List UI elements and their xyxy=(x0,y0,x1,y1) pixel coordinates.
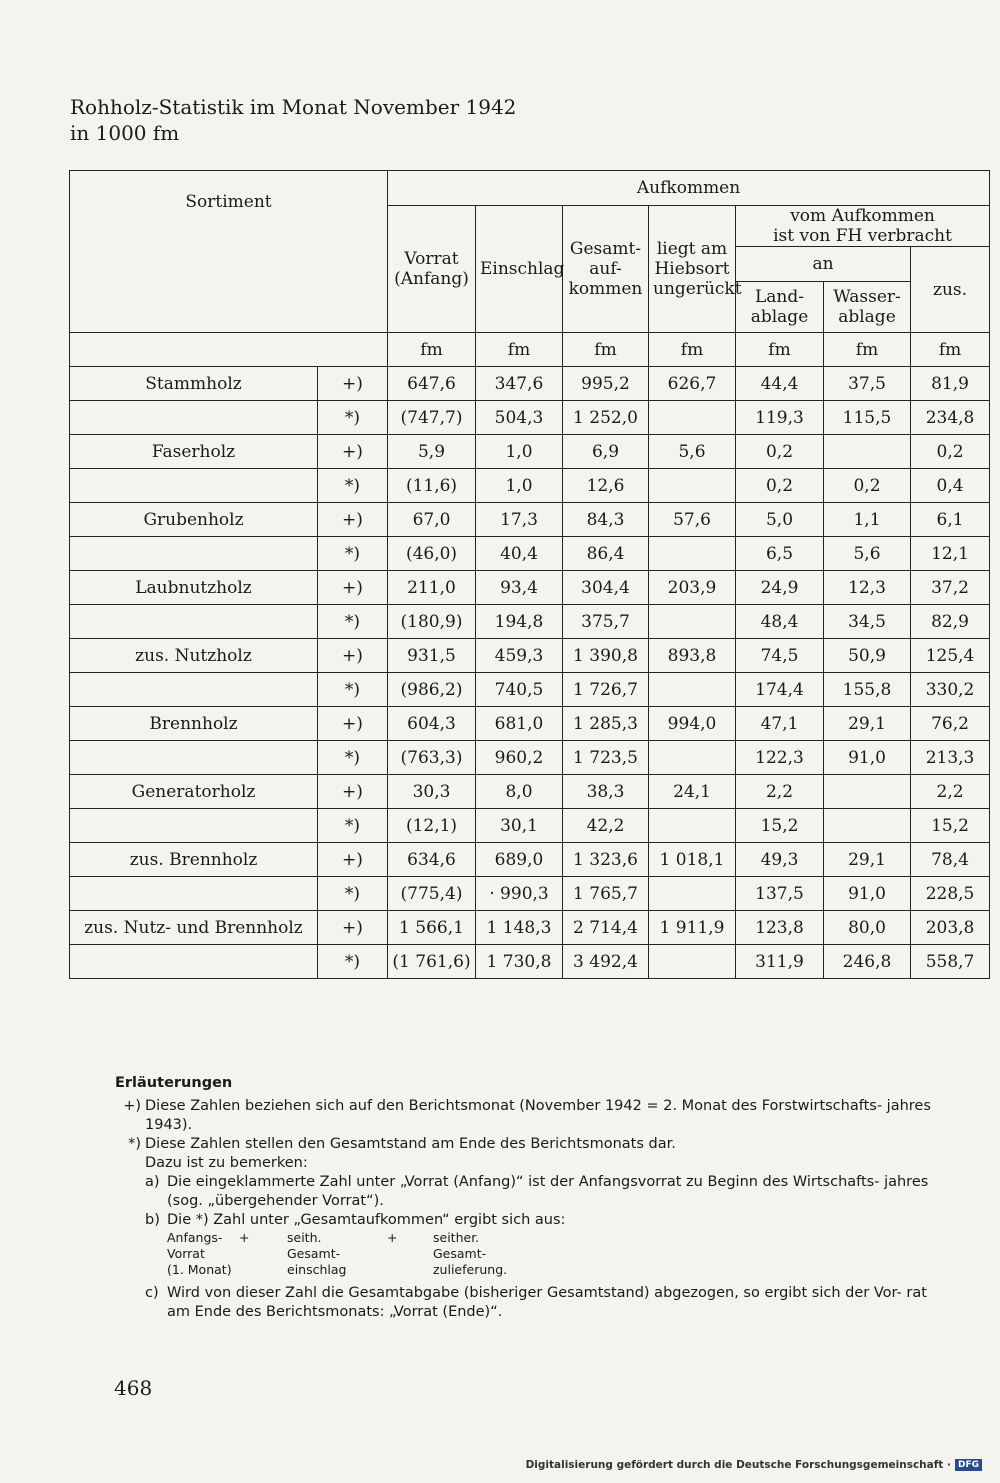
cell-wa: 246,8 xyxy=(824,945,911,979)
cell-z: 203,8 xyxy=(911,911,990,945)
header-gesamtaufkommen: Gesamt- auf- kommen xyxy=(563,206,649,333)
statistics-table xyxy=(69,170,990,979)
table-row xyxy=(70,503,990,537)
cell-l: 5,6 xyxy=(649,435,736,469)
note-b-text: Die *) Zahl unter „Gesamtaufkommen“ ergibt sich aus: xyxy=(167,1212,566,1228)
unit-row xyxy=(70,333,990,367)
table-row xyxy=(70,809,990,843)
cell-g: 38,3 xyxy=(563,775,649,809)
cell-wa: 0,2 xyxy=(824,469,911,503)
table-row xyxy=(70,673,990,707)
cell-la: 15,2 xyxy=(736,809,824,843)
cell-e: 689,0 xyxy=(476,843,563,877)
cell-e: 504,3 xyxy=(476,401,563,435)
formula-text: Vorrat xyxy=(167,1246,205,1261)
row-marker: +) xyxy=(318,571,388,605)
cell-g: 1 726,7 xyxy=(563,673,649,707)
cell-v: 604,3 xyxy=(388,707,476,741)
cell-e: 40,4 xyxy=(476,537,563,571)
row-sortiment: zus. Brennholz xyxy=(70,843,318,877)
cell-g: 2 714,4 xyxy=(563,911,649,945)
row-marker: +) xyxy=(318,639,388,673)
table-row xyxy=(70,537,990,571)
formula-plus-2: + xyxy=(387,1230,398,1245)
cell-g: 1 390,8 xyxy=(563,639,649,673)
cell-z: 0,2 xyxy=(911,435,990,469)
cell-wa: 5,6 xyxy=(824,537,911,571)
cell-la: 0,2 xyxy=(736,435,824,469)
row-sortiment xyxy=(70,537,318,571)
formula-text: seith. xyxy=(287,1230,322,1245)
row-sortiment xyxy=(70,401,318,435)
row-marker: *) xyxy=(318,469,388,503)
formula-text: zulieferung. xyxy=(433,1262,508,1277)
row-sortiment: Brennholz xyxy=(70,707,318,741)
table-row xyxy=(70,877,990,911)
formula-text: (1. Monat) xyxy=(167,1262,232,1277)
table-row xyxy=(70,775,990,809)
cell-e: 1 148,3 xyxy=(476,911,563,945)
cell-la: 122,3 xyxy=(736,741,824,775)
header-sortiment: Sortiment xyxy=(70,171,388,333)
cell-g: 3 492,4 xyxy=(563,945,649,979)
cell-v: 647,6 xyxy=(388,367,476,401)
note-a xyxy=(115,1173,935,1192)
cell-z: 37,2 xyxy=(911,571,990,605)
note-star-label: *) xyxy=(128,1136,141,1152)
cell-v: 634,6 xyxy=(388,843,476,877)
row-marker: *) xyxy=(318,673,388,707)
row-sortiment: Laubnutzholz xyxy=(70,571,318,605)
cell-g: 86,4 xyxy=(563,537,649,571)
page-number: 468 xyxy=(114,1376,153,1400)
cell-l xyxy=(649,469,736,503)
cell-v: 1 566,1 xyxy=(388,911,476,945)
cell-l xyxy=(649,809,736,843)
cell-v: (747,7) xyxy=(388,401,476,435)
header-zus: zus. xyxy=(911,247,990,333)
formula-term-3 xyxy=(433,1230,507,1278)
table-row xyxy=(70,435,990,469)
cell-l: 24,1 xyxy=(649,775,736,809)
row-sortiment xyxy=(70,809,318,843)
cell-v: (763,3) xyxy=(388,741,476,775)
note-dazu: Dazu ist zu bemerken: xyxy=(145,1155,308,1171)
cell-g: 995,2 xyxy=(563,367,649,401)
row-marker: *) xyxy=(318,741,388,775)
row-sortiment xyxy=(70,469,318,503)
cell-e: 960,2 xyxy=(476,741,563,775)
cell-v: 30,3 xyxy=(388,775,476,809)
cell-v: (775,4) xyxy=(388,877,476,911)
table-row xyxy=(70,401,990,435)
cell-l xyxy=(649,673,736,707)
note-c xyxy=(115,1284,935,1322)
cell-z: 15,2 xyxy=(911,809,990,843)
cell-z: 6,1 xyxy=(911,503,990,537)
cell-z: 213,3 xyxy=(911,741,990,775)
cell-la: 6,5 xyxy=(736,537,824,571)
cell-l xyxy=(649,605,736,639)
cell-e: · 990,3 xyxy=(476,877,563,911)
explanations-heading: Erläuterungen xyxy=(115,1075,233,1091)
cell-v: (12,1) xyxy=(388,809,476,843)
row-marker: *) xyxy=(318,401,388,435)
cell-l xyxy=(649,741,736,775)
formula-text: einschlag xyxy=(287,1262,347,1277)
cell-z: 82,9 xyxy=(911,605,990,639)
table-row xyxy=(70,707,990,741)
note-a-text: Die eingeklammerte Zahl unter „Vorrat (Anfang)“ ist der Anfangsvorrat zu Beginn des Wirtschafts- jahres xyxy=(167,1174,929,1190)
cell-la: 48,4 xyxy=(736,605,824,639)
header-vom-aufkommen xyxy=(736,206,990,247)
formula-term-1 xyxy=(167,1230,232,1278)
note-plus-text: Diese Zahlen beziehen sich auf den Berichtsmonat (November 1942 = 2. Monat des Forstwirtschafts- jahres 1943). xyxy=(145,1098,931,1133)
cell-l xyxy=(649,877,736,911)
unit-cell: fm xyxy=(476,333,563,367)
formula xyxy=(167,1230,935,1284)
row-marker: +) xyxy=(318,503,388,537)
table-row xyxy=(70,571,990,605)
formula-text: seither. xyxy=(433,1230,480,1245)
table-row xyxy=(70,843,990,877)
unit-cell: fm xyxy=(911,333,990,367)
row-marker: *) xyxy=(318,605,388,639)
cell-g: 1 252,0 xyxy=(563,401,649,435)
cell-e: 194,8 xyxy=(476,605,563,639)
header-einschlag: Einschlag xyxy=(476,206,563,333)
cell-g: 1 323,6 xyxy=(563,843,649,877)
cell-z: 81,9 xyxy=(911,367,990,401)
header-liegt-am-hiebsort: liegt am Hiebsort ungerückt xyxy=(649,206,736,333)
cell-z: 0,4 xyxy=(911,469,990,503)
cell-wa: 29,1 xyxy=(824,707,911,741)
cell-e: 17,3 xyxy=(476,503,563,537)
header-vom-aufkommen-label: vom Aufkommen xyxy=(790,206,935,226)
cell-e: 30,1 xyxy=(476,809,563,843)
cell-e: 347,6 xyxy=(476,367,563,401)
cell-la: 74,5 xyxy=(736,639,824,673)
cell-g: 12,6 xyxy=(563,469,649,503)
cell-z: 12,1 xyxy=(911,537,990,571)
header-landablage: Land- ablage xyxy=(736,282,824,333)
cell-la: 119,3 xyxy=(736,401,824,435)
cell-g: 375,7 xyxy=(563,605,649,639)
cell-l xyxy=(649,537,736,571)
cell-l: 893,8 xyxy=(649,639,736,673)
row-marker: *) xyxy=(318,809,388,843)
cell-z: 330,2 xyxy=(911,673,990,707)
cell-l xyxy=(649,401,736,435)
cell-wa: 80,0 xyxy=(824,911,911,945)
table-row xyxy=(70,911,990,945)
dfg-logo: DFG xyxy=(955,1459,982,1471)
cell-la: 5,0 xyxy=(736,503,824,537)
cell-g: 1 285,3 xyxy=(563,707,649,741)
unit-cell: fm xyxy=(563,333,649,367)
cell-v: (11,6) xyxy=(388,469,476,503)
table-row xyxy=(70,469,990,503)
row-sortiment: Grubenholz xyxy=(70,503,318,537)
formula-plus-1: + xyxy=(239,1230,250,1245)
cell-e: 8,0 xyxy=(476,775,563,809)
note-b xyxy=(115,1211,935,1230)
page-title xyxy=(70,94,516,146)
row-marker: +) xyxy=(318,775,388,809)
row-sortiment: zus. Nutzholz xyxy=(70,639,318,673)
note-b-label: b) xyxy=(145,1212,160,1228)
row-sortiment: Generatorholz xyxy=(70,775,318,809)
title-line-2: in 1000 fm xyxy=(70,121,180,145)
formula-text: Gesamt- xyxy=(433,1246,487,1261)
cell-wa: 155,8 xyxy=(824,673,911,707)
cell-g: 304,4 xyxy=(563,571,649,605)
cell-wa xyxy=(824,809,911,843)
cell-g: 42,2 xyxy=(563,809,649,843)
row-marker: +) xyxy=(318,843,388,877)
cell-la: 2,2 xyxy=(736,775,824,809)
row-sortiment: Stammholz xyxy=(70,367,318,401)
cell-g: 1 723,5 xyxy=(563,741,649,775)
footer-text: Digitalisierung gefördert durch die Deutsche Forschungsgemeinschaft · xyxy=(525,1459,951,1471)
cell-v: (180,9) xyxy=(388,605,476,639)
cell-l: 994,0 xyxy=(649,707,736,741)
cell-l: 1 018,1 xyxy=(649,843,736,877)
cell-v: 211,0 xyxy=(388,571,476,605)
row-sortiment xyxy=(70,741,318,775)
cell-la: 137,5 xyxy=(736,877,824,911)
row-sortiment: zus. Nutz- und Brennholz xyxy=(70,911,318,945)
cell-e: 1 730,8 xyxy=(476,945,563,979)
row-sortiment: Faserholz xyxy=(70,435,318,469)
cell-v: 67,0 xyxy=(388,503,476,537)
row-marker: *) xyxy=(318,877,388,911)
header-ist-von-fh: ist von FH verbracht xyxy=(773,226,952,246)
note-plus xyxy=(115,1097,935,1135)
cell-z: 228,5 xyxy=(911,877,990,911)
row-sortiment xyxy=(70,673,318,707)
unit-blank xyxy=(70,333,388,367)
explanations xyxy=(115,1074,935,1322)
cell-la: 123,8 xyxy=(736,911,824,945)
row-marker: +) xyxy=(318,911,388,945)
cell-e: 740,5 xyxy=(476,673,563,707)
note-plus-label: +) xyxy=(123,1098,141,1114)
cell-la: 174,4 xyxy=(736,673,824,707)
note-c-text: Wird von dieser Zahl die Gesamtabgabe (bisheriger Gesamtstand) abgezogen, so ergibt sich der Vor- rat am Ende des Berichtsmonats: „Vorrat (Ende)“. xyxy=(167,1285,927,1320)
cell-e: 681,0 xyxy=(476,707,563,741)
row-marker: +) xyxy=(318,707,388,741)
cell-l: 203,9 xyxy=(649,571,736,605)
cell-z: 234,8 xyxy=(911,401,990,435)
cell-v: (46,0) xyxy=(388,537,476,571)
header-an: an xyxy=(736,247,911,282)
cell-la: 311,9 xyxy=(736,945,824,979)
title-line-1: Rohholz-Statistik im Monat November 1942 xyxy=(70,95,517,119)
header-wasserablage: Wasser- ablage xyxy=(824,282,911,333)
cell-z: 558,7 xyxy=(911,945,990,979)
header-aufkommen: Aufkommen xyxy=(388,171,990,206)
cell-la: 0,2 xyxy=(736,469,824,503)
row-sortiment xyxy=(70,605,318,639)
cell-v: (1 761,6) xyxy=(388,945,476,979)
cell-wa: 1,1 xyxy=(824,503,911,537)
row-marker: +) xyxy=(318,435,388,469)
cell-l xyxy=(649,945,736,979)
note-a-2: (sog. „übergehender Vorrat“). xyxy=(167,1193,384,1209)
row-marker: *) xyxy=(318,537,388,571)
formula-term-2 xyxy=(287,1230,346,1278)
cell-v: 931,5 xyxy=(388,639,476,673)
cell-z: 125,4 xyxy=(911,639,990,673)
cell-e: 1,0 xyxy=(476,435,563,469)
cell-l: 1 911,9 xyxy=(649,911,736,945)
row-sortiment xyxy=(70,945,318,979)
table-row xyxy=(70,741,990,775)
cell-la: 44,4 xyxy=(736,367,824,401)
cell-wa: 34,5 xyxy=(824,605,911,639)
cell-g: 1 765,7 xyxy=(563,877,649,911)
footer-credit xyxy=(526,1459,982,1471)
formula-text: Gesamt- xyxy=(287,1246,341,1261)
cell-wa: 12,3 xyxy=(824,571,911,605)
table-row xyxy=(70,367,990,401)
cell-la: 24,9 xyxy=(736,571,824,605)
cell-la: 49,3 xyxy=(736,843,824,877)
table-row xyxy=(70,605,990,639)
row-marker: +) xyxy=(318,367,388,401)
note-star xyxy=(115,1135,935,1154)
cell-v: 5,9 xyxy=(388,435,476,469)
cell-wa: 91,0 xyxy=(824,741,911,775)
cell-e: 93,4 xyxy=(476,571,563,605)
cell-wa xyxy=(824,775,911,809)
row-marker: *) xyxy=(318,945,388,979)
cell-wa: 29,1 xyxy=(824,843,911,877)
note-a-label: a) xyxy=(145,1174,160,1190)
note-c-label: c) xyxy=(145,1285,159,1301)
cell-wa xyxy=(824,435,911,469)
cell-g: 84,3 xyxy=(563,503,649,537)
cell-z: 78,4 xyxy=(911,843,990,877)
note-star-text: Diese Zahlen stellen den Gesamtstand am Ende des Berichtsmonats dar. xyxy=(145,1136,676,1152)
cell-l: 57,6 xyxy=(649,503,736,537)
cell-v: (986,2) xyxy=(388,673,476,707)
cell-wa: 115,5 xyxy=(824,401,911,435)
unit-cell: fm xyxy=(649,333,736,367)
cell-e: 459,3 xyxy=(476,639,563,673)
unit-cell: fm xyxy=(388,333,476,367)
table-row xyxy=(70,639,990,673)
cell-g: 6,9 xyxy=(563,435,649,469)
cell-l: 626,7 xyxy=(649,367,736,401)
cell-z: 2,2 xyxy=(911,775,990,809)
cell-z: 76,2 xyxy=(911,707,990,741)
row-sortiment xyxy=(70,877,318,911)
formula-text: Anfangs- xyxy=(167,1230,223,1245)
cell-wa: 50,9 xyxy=(824,639,911,673)
unit-cell: fm xyxy=(824,333,911,367)
table-row xyxy=(70,945,990,979)
cell-wa: 37,5 xyxy=(824,367,911,401)
unit-cell: fm xyxy=(736,333,824,367)
cell-e: 1,0 xyxy=(476,469,563,503)
cell-wa: 91,0 xyxy=(824,877,911,911)
cell-la: 47,1 xyxy=(736,707,824,741)
header-vorrat: Vorrat (Anfang) xyxy=(388,206,476,333)
